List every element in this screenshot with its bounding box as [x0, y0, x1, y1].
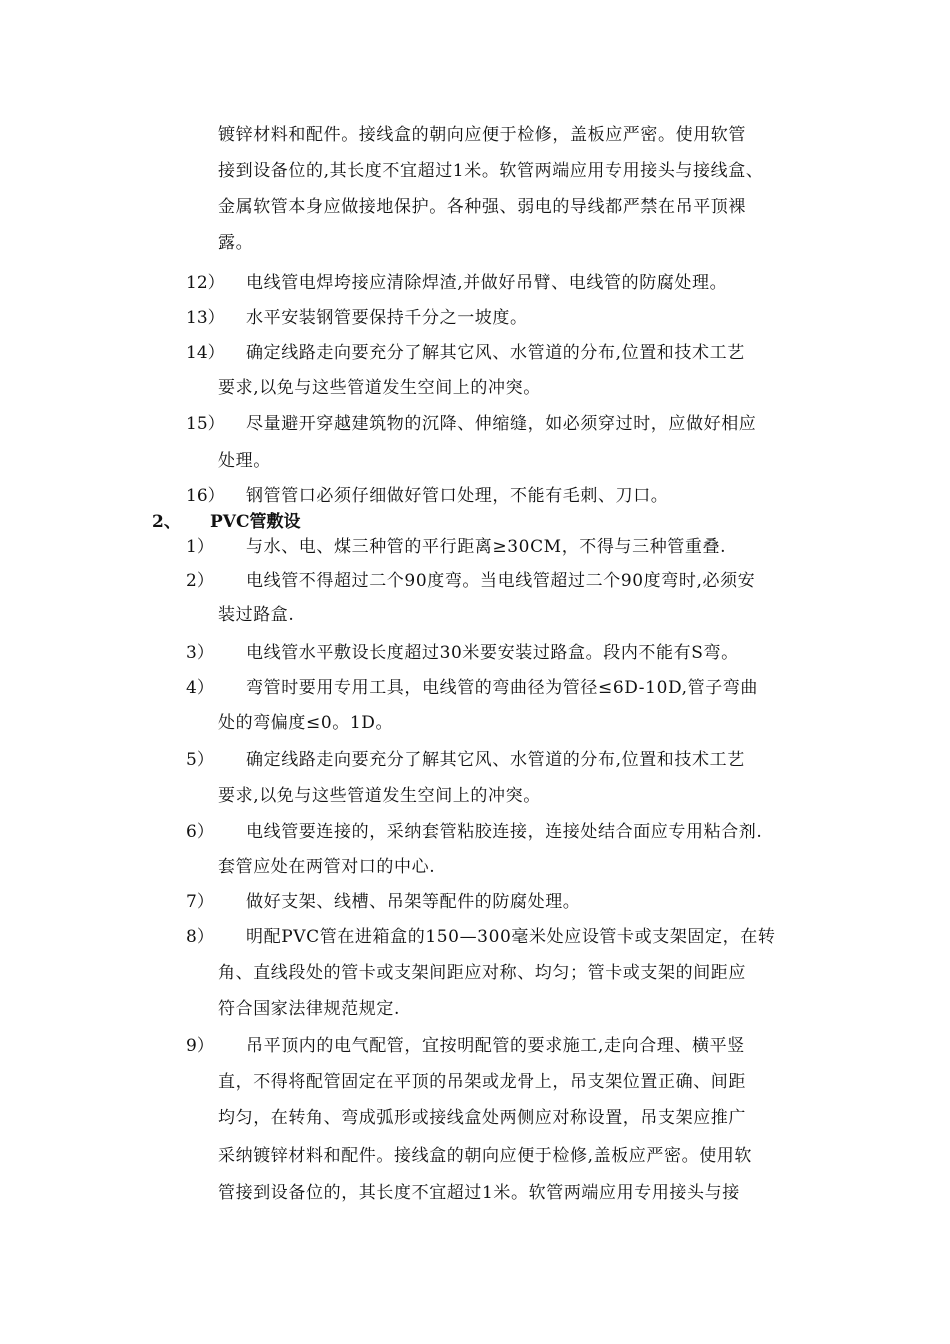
list-item-text: 电线管电焊垮接应清除焊渣,并做好吊臂、电线管的防腐处理。	[246, 273, 728, 293]
list-item-text: 采纳镀锌材料和配件。接线盒的朝向应便于检修,盖板应严密。使用软	[218, 1146, 753, 1166]
list-item-text: 套管应处在两管对口的中心.	[218, 857, 436, 877]
text-line: 露。	[218, 233, 254, 253]
list-item-text: 弯管时要用专用工具，电线管的弯曲径为管径≤6D-10D,管子弯曲	[246, 678, 759, 698]
list-item-text: 均匀，在转角、弯成弧形或接线盒处两侧应对称设置，吊支架应推广	[218, 1108, 746, 1128]
list-item-text: 直，不得将配管固定在平顶的吊架或龙骨上，吊支架位置正确、间距	[218, 1072, 746, 1092]
list-item-text: 处理。	[218, 451, 271, 471]
list-number: 14）	[186, 343, 225, 363]
list-number: 15）	[186, 414, 225, 434]
list-item-text: 管接到设备位的，其长度不宜超过1米。软管两端应用专用接头与接	[218, 1183, 740, 1203]
list-item-text: 钢管管口必须仔细做好管口处理，不能有毛刺、刀口。	[246, 486, 669, 506]
text-line: 镀锌材料和配件。接线盒的朝向应便于检修，盖板应严密。使用软管	[218, 125, 746, 145]
list-item-text: 做好支架、线槽、吊架等配件的防腐处理。	[246, 892, 581, 912]
text-line: 金属软管本身应做接地保护。各种强、弱电的导线都严禁在吊平顶裸	[218, 197, 746, 217]
list-item-text: 明配PVC管在进箱盒的150—300毫米处应设管卡或支架固定，在转	[246, 927, 776, 947]
list-item-text: 要求,以免与这些管道发生空间上的冲突。	[218, 378, 541, 398]
list-number: 9）	[186, 1036, 214, 1056]
list-item-text: 电线管要连接的，采纳套管粘胶连接，连接处结合面应专用粘合剂.	[246, 822, 763, 842]
list-number: 3）	[186, 643, 214, 663]
list-item-text: 电线管不得超过二个90度弯。当电线管超过二个90度弯时,必须安	[246, 571, 756, 591]
text-line: 接到设备位的,其长度不宜超过1米。软管两端应用专用接头与接线盒、	[218, 161, 764, 181]
list-item-text: 尽量避开穿越建筑物的沉降、伸缩缝，如必须穿过时，应做好相应	[246, 414, 757, 434]
list-number: 2）	[186, 571, 214, 591]
list-item-text: 吊平顶内的电气配管，宜按明配管的要求施工,走向合理、横平竖	[246, 1036, 745, 1056]
section-number: 2、	[152, 512, 181, 532]
list-item-text: 确定线路走向要充分了解其它风、水管道的分布,位置和技术工艺	[246, 750, 745, 770]
list-item-text: 装过路盒.	[218, 605, 295, 625]
section-title: PVC管敷设	[210, 512, 301, 532]
list-number: 4）	[186, 678, 214, 698]
list-item-text: 水平安装钢管要保持千分之一坡度。	[246, 308, 528, 328]
list-item-text: 电线管水平敷设长度超过30米要安装过路盒。段内不能有S弯。	[246, 643, 739, 663]
list-number: 13）	[186, 308, 225, 328]
list-item-text: 要求,以免与这些管道发生空间上的冲突。	[218, 786, 541, 806]
list-number: 7）	[186, 892, 214, 912]
list-number: 16）	[186, 486, 225, 506]
list-item-text: 角、直线段处的管卡或支架间距应对称、均匀；管卡或支架的间距应	[218, 963, 746, 983]
list-number: 5）	[186, 750, 214, 770]
list-item-text: 与水、电、煤三种管的平行距离≥30CM，不得与三种管重叠.	[246, 537, 727, 557]
list-number: 1）	[186, 537, 214, 557]
list-number: 12）	[186, 273, 225, 293]
list-item-text: 确定线路走向要充分了解其它风、水管道的分布,位置和技术工艺	[246, 343, 745, 363]
list-number: 8）	[186, 927, 214, 947]
list-item-text: 处的弯偏度≤0。1D。	[218, 713, 394, 733]
list-item-text: 符合国家法律规范规定.	[218, 999, 401, 1019]
list-number: 6）	[186, 822, 214, 842]
